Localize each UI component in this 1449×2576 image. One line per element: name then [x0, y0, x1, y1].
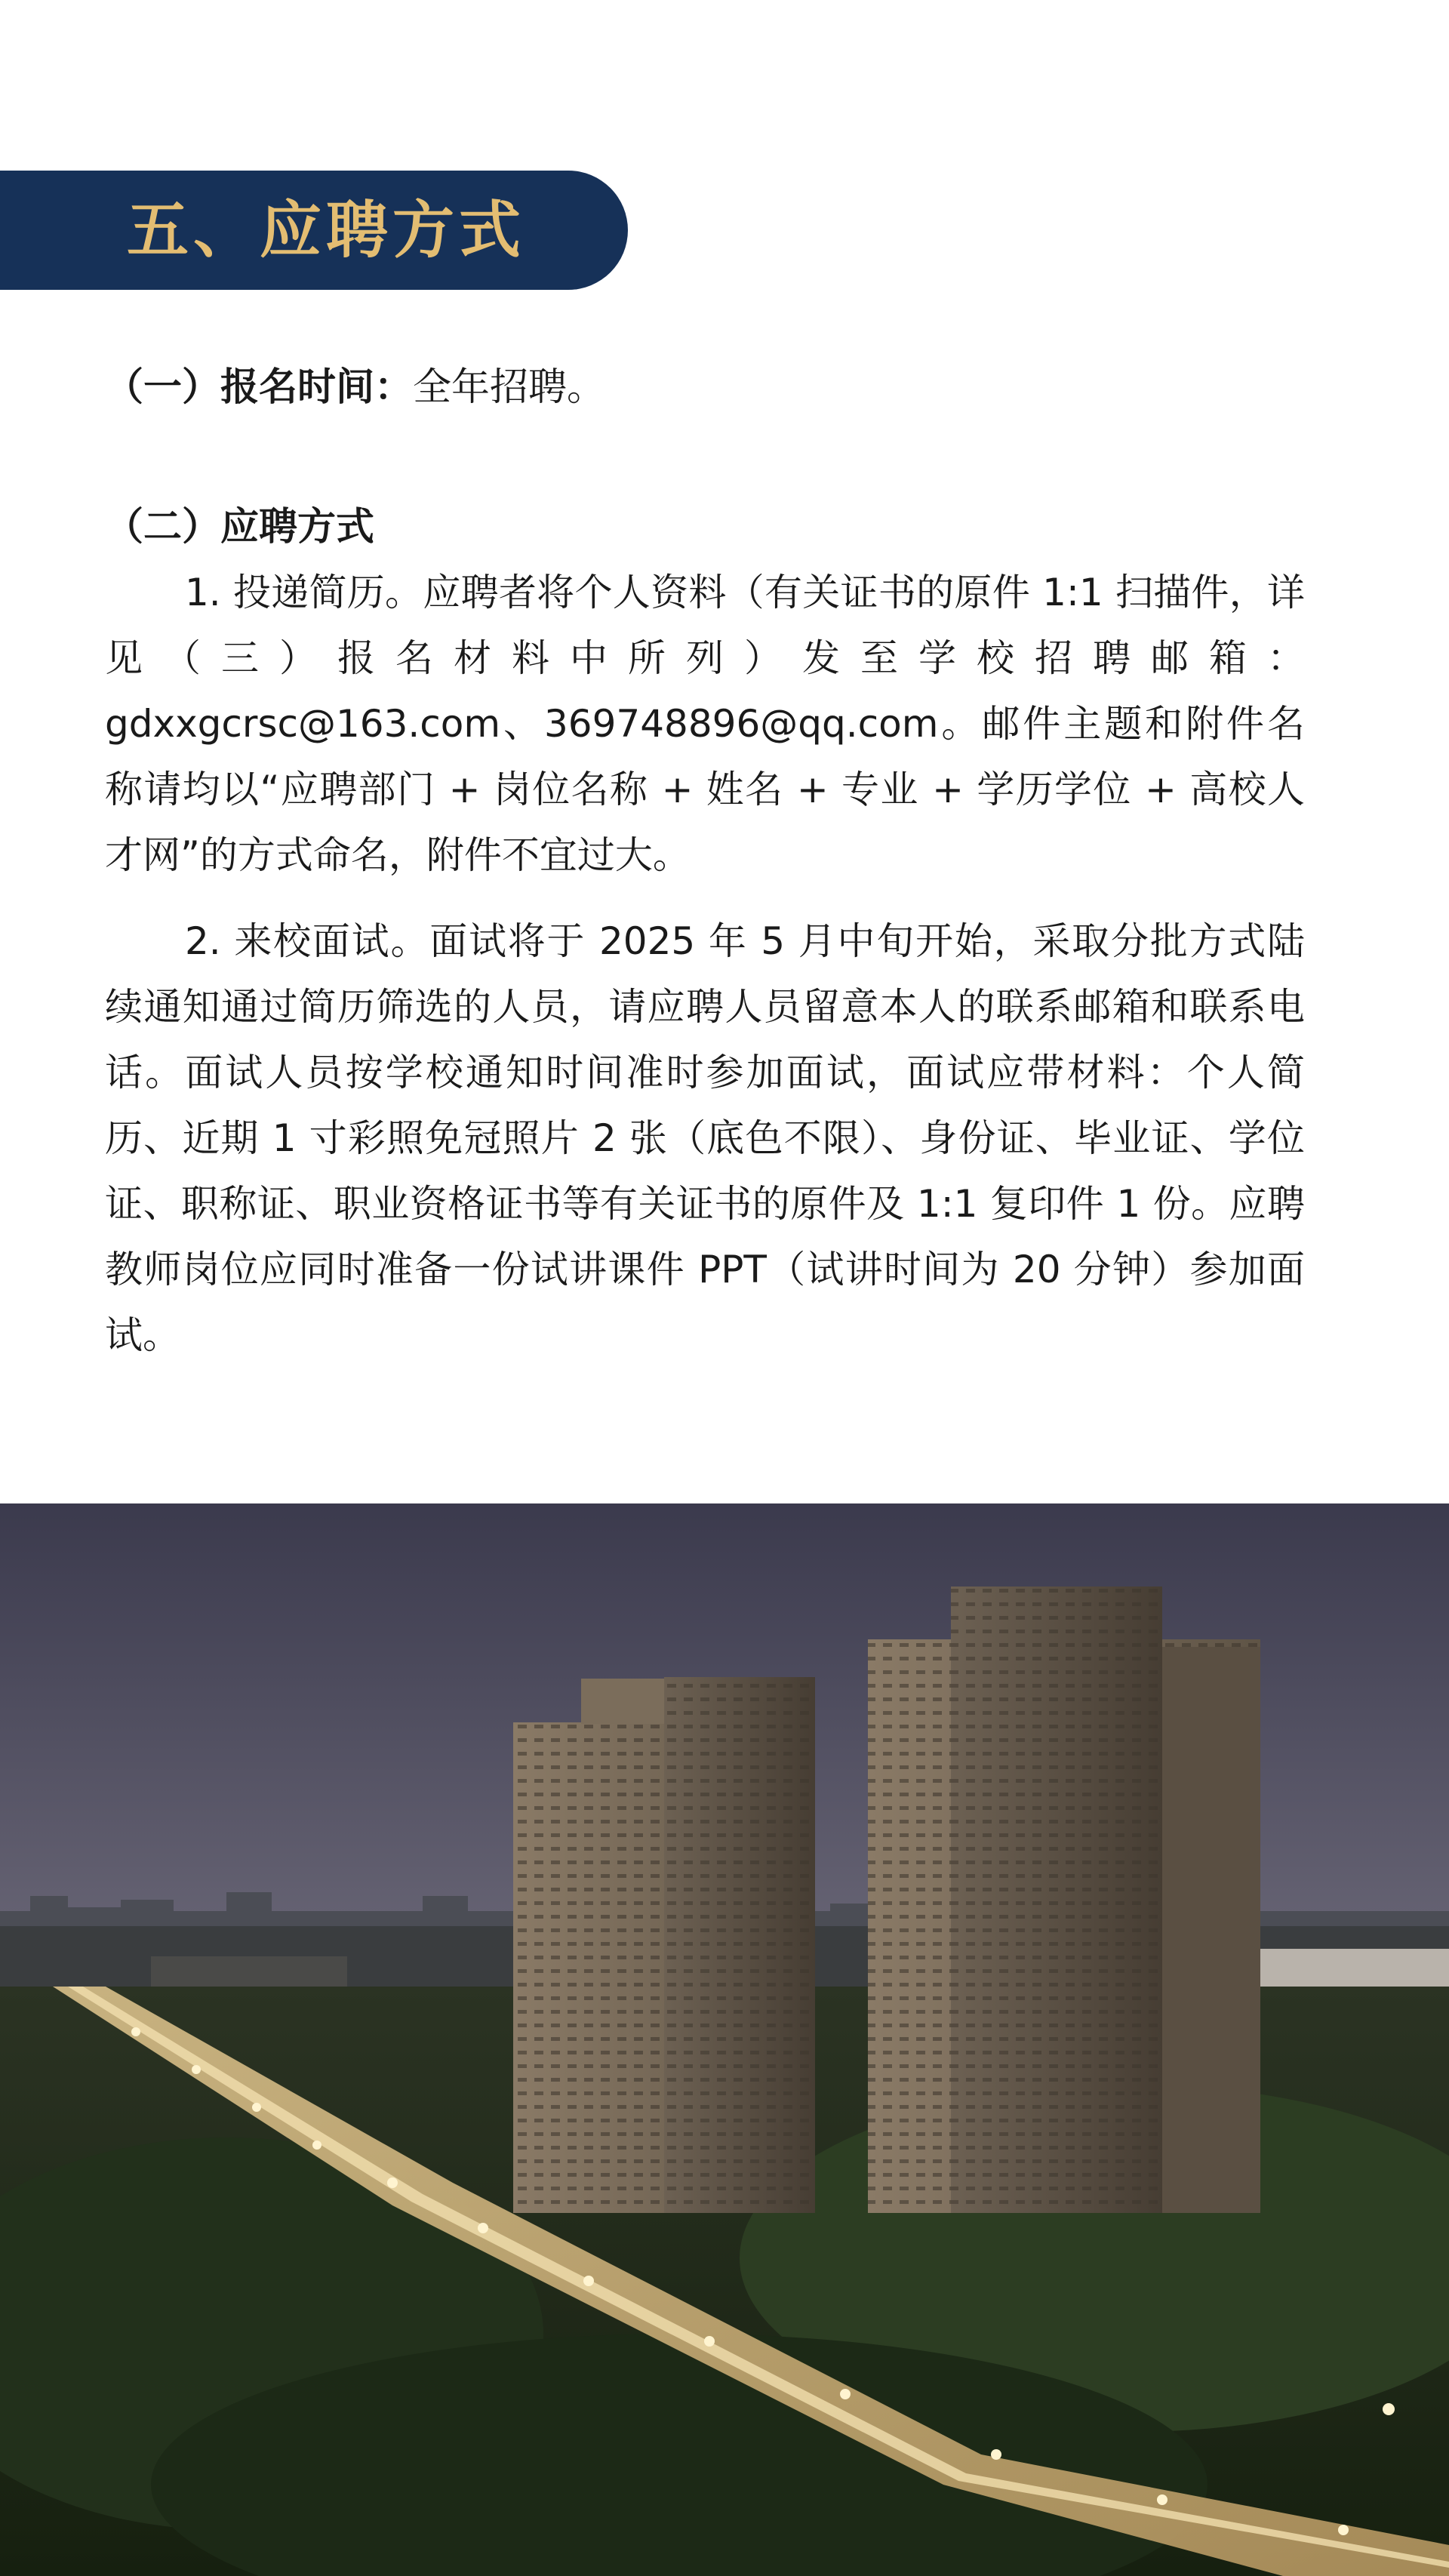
method-label: （二）应聘方式	[105, 505, 375, 549]
section-banner	[0, 171, 628, 290]
campus-night-photo	[0, 1503, 1449, 2576]
section-title: 五、应聘方式	[127, 194, 526, 266]
paragraph-submit-resume: 1. 投递简历。应聘者将个人资料（有关证书的原件 1:1 扫描件，详见（三）报名材料中所列）发至学校招聘邮箱：gdxxgcrsc@163.com、369748896@qq.com。邮件主题和附件名称请均以“应聘部门 + 岗位名称 + 姓名 + 专业 + 学历学位 + 高校人才网”的方式命名，附件不宜过大。	[105, 571, 1305, 877]
method-heading	[105, 494, 1305, 560]
content-body	[105, 355, 1305, 1368]
paragraph-interview: 2. 来校面试。面试将于 2025 年 5 月中旬开始，采取分批方式陆续通知通过简历筛选的人员，请应聘人员留意本人的联系邮箱和联系电话。面试人员按学校通知时间准时参加面试，面试应带材料：个人简历、近期 1 寸彩照免冠照片 2 张（底色不限）、身份证、毕业证、学位证、职称证、职业资格证书等有关证书的原件及 1:1 复印件 1 份。应聘教师岗位应同时准备一份试讲课件 PPT（试讲时间为 20 分钟）参加面试。	[105, 919, 1305, 1357]
registration-label: （一）报名时间：	[105, 365, 414, 410]
registration-value: 全年招聘。	[413, 365, 606, 410]
registration-line	[105, 355, 1305, 420]
